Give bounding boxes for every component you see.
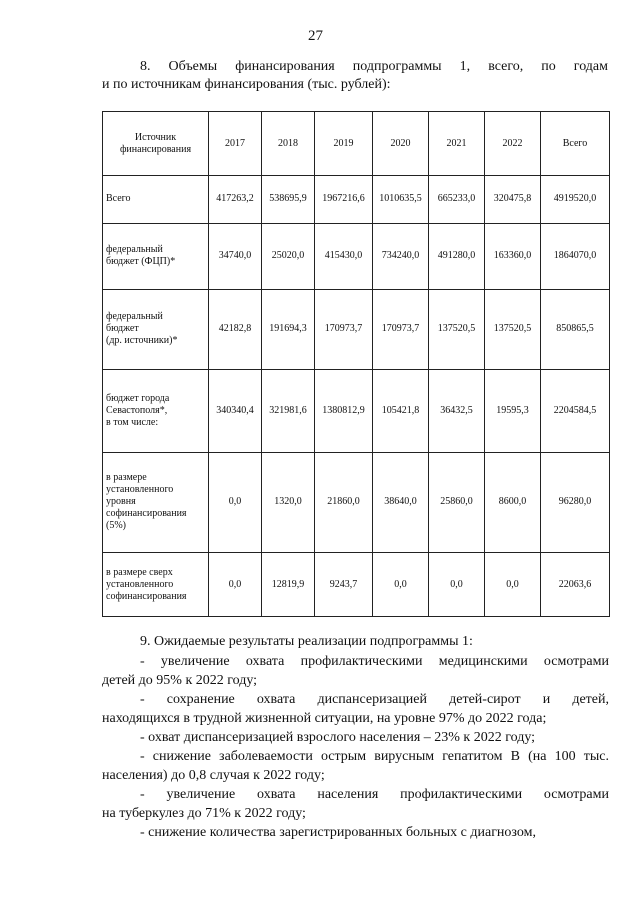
row-total-cell: 850865,5 xyxy=(541,289,610,369)
row-value-cell: 21860,0 xyxy=(315,452,373,552)
row-source-label-line: федеральный xyxy=(106,244,163,256)
row-value-cell: 538695,9 xyxy=(262,176,315,224)
row-source-label-line: уровня xyxy=(106,496,136,508)
row-value-cell: 0,0 xyxy=(429,553,485,617)
row-source-label-line: установленного xyxy=(106,578,174,590)
table-row xyxy=(103,289,610,369)
row-source-label xyxy=(103,553,209,617)
row-total-cell: 96280,0 xyxy=(541,452,610,552)
section-8-heading xyxy=(102,58,608,94)
row-source-label xyxy=(103,176,209,224)
row-value-cell: 734240,0 xyxy=(373,223,429,289)
row-value-cell: 340340,4 xyxy=(209,369,262,452)
header-source: Источник финансирования xyxy=(103,112,209,176)
result-item-line2: детей до 95% к 2022 году; xyxy=(102,673,258,688)
row-value-cell: 36432,5 xyxy=(429,369,485,452)
table-row xyxy=(103,452,610,552)
row-source-label-line: софинансирования xyxy=(106,590,187,602)
row-value-cell: 191694,3 xyxy=(262,289,315,369)
row-source-label-line: в том числе: xyxy=(106,416,159,428)
row-value-cell: 665233,0 xyxy=(429,176,485,224)
row-value-cell: 34740,0 xyxy=(209,223,262,289)
row-total-cell: 4919520,0 xyxy=(541,176,610,224)
header-year-2019: 2019 xyxy=(315,112,373,176)
row-value-cell: 25020,0 xyxy=(262,223,315,289)
row-source-label-line: в размере xyxy=(106,472,147,484)
row-source-label xyxy=(103,452,209,552)
row-value-cell: 1320,0 xyxy=(262,452,315,552)
page-number: 27 xyxy=(308,28,323,44)
row-value-cell: 38640,0 xyxy=(373,452,429,552)
row-value-cell: 170973,7 xyxy=(315,289,373,369)
row-value-cell: 12819,9 xyxy=(262,553,315,617)
section-8-heading-line1: 8. Объемы финансирования подпрограммы 1, всего, по годам xyxy=(140,59,608,74)
row-source-label xyxy=(103,289,209,369)
table-row xyxy=(103,553,610,617)
row-value-cell: 9243,7 xyxy=(315,553,373,617)
section-8-heading-line2: и по источникам финансирования (тыс. рублей): xyxy=(102,77,391,92)
result-item-line1: - охват диспансеризацией взрослого населения – 23% к 2022 году; xyxy=(140,730,536,745)
row-value-cell: 1967216,6 xyxy=(315,176,373,224)
row-value-cell: 321981,6 xyxy=(262,369,315,452)
row-source-label-line: федеральный xyxy=(106,311,163,323)
row-source-label xyxy=(103,369,209,452)
result-item-line1: - снижение количества зарегистрированных больных с диагнозом, xyxy=(140,825,536,840)
row-value-cell: 25860,0 xyxy=(429,452,485,552)
result-item-line1: - увеличение охвата профилактическими медицинскими осмотрами xyxy=(140,654,609,669)
row-value-cell: 0,0 xyxy=(209,452,262,552)
row-value-cell: 8600,0 xyxy=(485,452,541,552)
row-total-cell: 22063,6 xyxy=(541,553,610,617)
header-year-2020: 2020 xyxy=(373,112,429,176)
section-9 xyxy=(102,633,609,843)
row-source-label-line: (др. источники)* xyxy=(106,335,178,347)
results-list xyxy=(102,653,609,842)
result-item-line1: - увеличение охвата населения профилактическими осмотрами xyxy=(140,787,609,802)
row-value-cell: 320475,8 xyxy=(485,176,541,224)
row-value-cell: 42182,8 xyxy=(209,289,262,369)
row-value-cell: 170973,7 xyxy=(373,289,429,369)
table-row xyxy=(103,369,610,452)
row-source-label-line: в размере сверх xyxy=(106,566,173,578)
row-value-cell: 0,0 xyxy=(373,553,429,617)
row-value-cell: 415430,0 xyxy=(315,223,373,289)
header-year-2018: 2018 xyxy=(262,112,315,176)
row-total-cell: 1864070,0 xyxy=(541,223,610,289)
result-item-line2: населения) до 0,8 случая к 2022 году; xyxy=(102,768,325,783)
table-row xyxy=(103,176,610,224)
header-year-2017: 2017 xyxy=(209,112,262,176)
table-row xyxy=(103,223,610,289)
row-source-label-line: бюджет города xyxy=(106,392,170,404)
result-item-line2: находящихся в трудной жизненной ситуации, на уровне 97% до 2022 года; xyxy=(102,711,547,726)
row-value-cell: 1010635,5 xyxy=(373,176,429,224)
row-source-label xyxy=(103,223,209,289)
row-source-label-line: (5%) xyxy=(106,520,126,532)
section-9-title: 9. Ожидаемые результаты реализации подпрограммы 1: xyxy=(140,634,473,649)
row-value-cell: 163360,0 xyxy=(485,223,541,289)
row-source-label-line: Севастополя*, xyxy=(106,404,168,416)
result-item-line1: - снижение заболеваемости острым вирусным гепатитом В (на 100 тыс. xyxy=(140,749,609,764)
row-value-cell: 19595,3 xyxy=(485,369,541,452)
row-total-cell: 2204584,5 xyxy=(541,369,610,452)
header-year-2021: 2021 xyxy=(429,112,485,176)
row-source-label-line: бюджет (ФЦП)* xyxy=(106,256,176,268)
header-year-2022: 2022 xyxy=(485,112,541,176)
row-source-label-line: установленного xyxy=(106,484,174,496)
row-value-cell: 0,0 xyxy=(485,553,541,617)
row-value-cell: 137520,5 xyxy=(485,289,541,369)
row-value-cell: 0,0 xyxy=(209,553,262,617)
row-value-cell: 137520,5 xyxy=(429,289,485,369)
row-value-cell: 105421,8 xyxy=(373,369,429,452)
table-header-row xyxy=(103,112,610,176)
result-item-line2: на туберкулез до 71% к 2022 году; xyxy=(102,806,306,821)
funding-table xyxy=(102,111,610,617)
result-item-line1: - сохранение охвата диспансеризацией детей-сирот и детей, xyxy=(140,692,609,707)
row-source-label-line: Всего xyxy=(106,193,131,205)
row-value-cell: 491280,0 xyxy=(429,223,485,289)
row-source-label-line: бюджет xyxy=(106,323,139,335)
row-value-cell: 1380812,9 xyxy=(315,369,373,452)
header-total: Всего xyxy=(541,112,610,176)
row-value-cell: 417263,2 xyxy=(209,176,262,224)
row-source-label-line: софинансирования xyxy=(106,508,187,520)
